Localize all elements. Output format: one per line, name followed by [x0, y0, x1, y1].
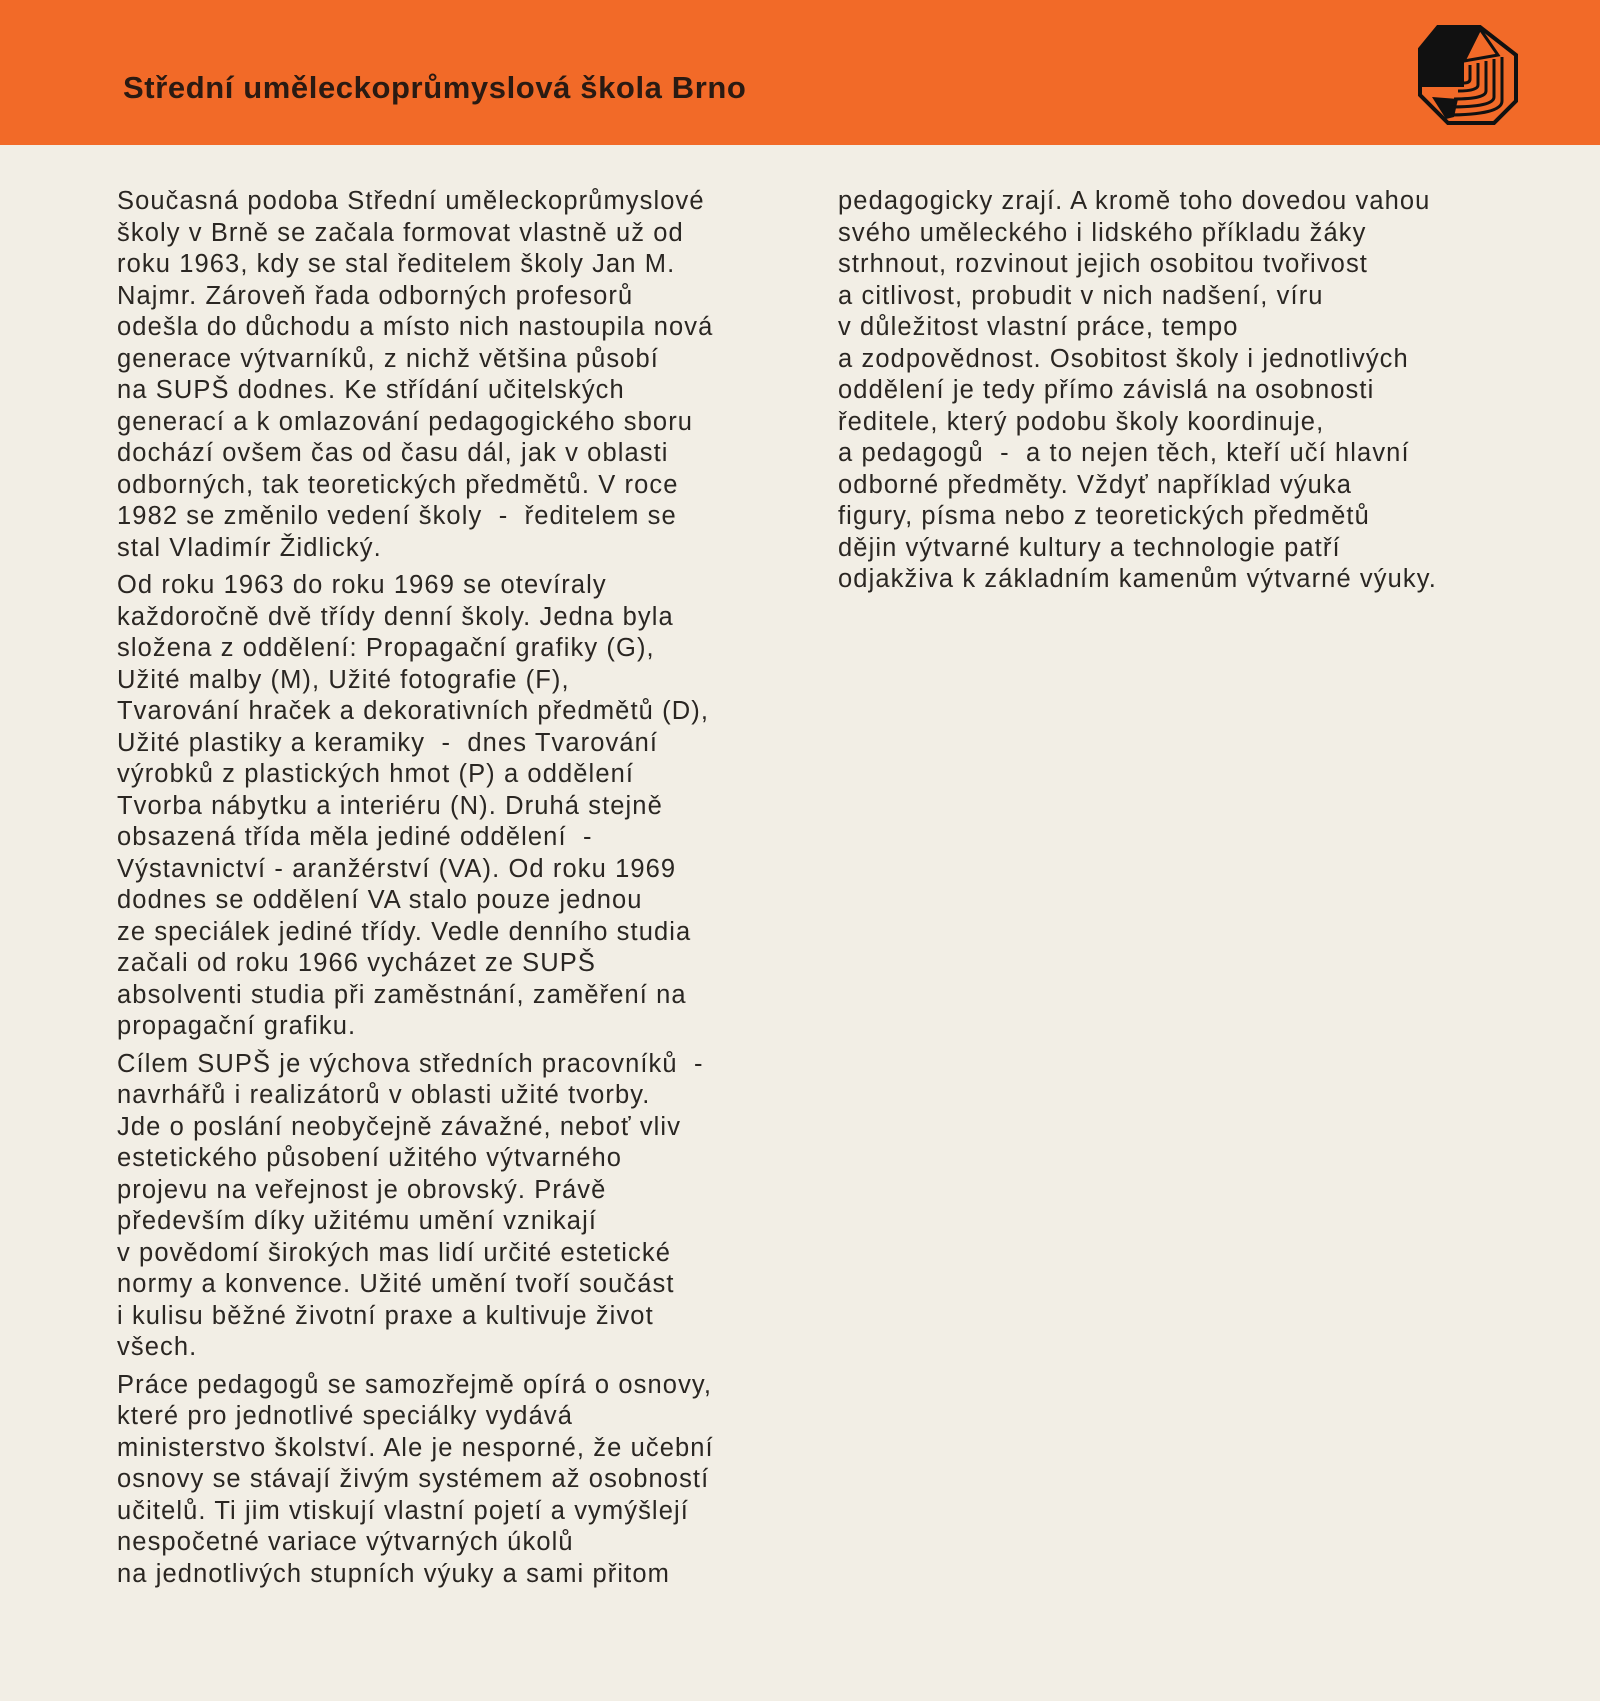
text-line: generací a k omlazování pedagogického sboru: [117, 407, 694, 436]
header-bar: [0, 0, 1600, 145]
text-line: pedagogicky zrají. A kromě toho dovedou vahou: [838, 187, 1431, 215]
text-line: učitelů. Ti jim vtiskují vlastní pojetí a vymýšlejí: [117, 1496, 689, 1525]
text-line: odešla do důchodu a místo nich nastoupila nová: [117, 313, 714, 341]
text-line: a zodpovědnost. Osobitost školy i jednotlivých: [838, 344, 1409, 373]
text-line: Tvarování hraček a dekorativních předmětů (D),: [117, 697, 710, 725]
text-line: estetického působení užitého výtvarného: [117, 1144, 623, 1172]
text-line: odborné předměty. Vždyť například výuka: [838, 470, 1353, 499]
text-line: strhnout, rozvinout jejich osobitou tvořivost: [838, 250, 1368, 278]
text-line: Od roku 1963 do roku 1969 se otevíraly: [117, 571, 607, 599]
paragraph: [117, 1370, 837, 1591]
text-line: Práce pedagogů se samozřejmě opírá o osnovy,: [117, 1370, 713, 1399]
text-line: dodnes se oddělení VA stalo pouze jednou: [117, 886, 643, 914]
text-line: projevu na veřejnost je obrovský. Právě: [117, 1175, 607, 1204]
text-line: absolventi studia při zaměstnání, zaměření na: [117, 980, 687, 1009]
text-line: všech.: [117, 1333, 198, 1361]
paragraph: [838, 186, 1558, 596]
text-line: Současná podoba Střední uměleckoprůmyslové: [117, 187, 705, 215]
text-line: v důležitost vlastní práce, tempo: [838, 313, 1239, 341]
text-line: ze speciálek jediné třídy. Vedle denního studia: [117, 917, 692, 946]
paragraph: [117, 1049, 837, 1364]
text-line: svého uměleckého i lidského příkladu žáky: [838, 218, 1367, 247]
text-line: dochází ovšem čas od času dál, jak v oblasti: [117, 439, 669, 467]
text-line: odborných, tak teoretických předmětů. V roce: [117, 470, 679, 499]
text-line: Cílem SUPŠ je výchova středních pracovníků -: [117, 1049, 704, 1078]
text-line: ministerstvo školství. Ale je nesporné, že učební: [117, 1433, 714, 1462]
text-line: a citlivost, probudit v nich nadšení, víru: [838, 281, 1324, 310]
text-line: oddělení je tedy přímo závislá na osobnosti: [838, 376, 1375, 404]
pencil-logo-icon: [1418, 25, 1518, 125]
text-line: složena z oddělení: Propagační grafiky (G),: [117, 634, 655, 662]
text-line: propagační grafiku.: [117, 1012, 357, 1040]
text-line: ředitele, který podobu školy koordinuje,: [838, 407, 1325, 436]
text-line: normy a konvence. Užité umění tvoří součást: [117, 1270, 675, 1298]
text-line: roku 1963, kdy se stal ředitelem školy Jan M.: [117, 250, 676, 278]
text-line: osnovy se stávají živým systémem až osobností: [117, 1465, 710, 1493]
text-line: navrhářů i realizátorů v oblasti užité tvorby.: [117, 1081, 651, 1109]
text-line: generace výtvarníků, z nichž většina působí: [117, 344, 659, 373]
text-line: Tvorba nábytku a interiéru (N). Druhá stejně: [117, 791, 663, 820]
text-line: Užité malby (M), Užité fotografie (F),: [117, 665, 570, 694]
text-line: odjakživa k základním kamenům výtvarné výuky.: [838, 565, 1437, 593]
text-line: na SUPŠ dodnes. Ke střídání učitelských: [117, 376, 625, 404]
text-line: 1982 se změnilo vedení školy - ředitelem se: [117, 502, 677, 530]
text-line: školy v Brně se začala formovat vlastně už od: [117, 218, 684, 247]
text-line: každoročně dvě třídy denní školy. Jedna byla: [117, 602, 674, 631]
text-line: obsazená třída měla jediné oddělení -: [117, 823, 593, 851]
text-column-right: [838, 186, 1558, 602]
text-line: na jednotlivých stupních výuky a sami přitom: [117, 1559, 670, 1588]
paragraph: [117, 186, 837, 564]
text-line: stal Vladimír Židlický.: [117, 533, 382, 562]
text-line: které pro jednotlivé speciálky vydává: [117, 1402, 573, 1430]
text-line: výrobků z plastických hmot (P) a oddělení: [117, 760, 635, 788]
text-line: figury, písma nebo z teoretických předmětů: [838, 502, 1370, 530]
text-column-left: [117, 186, 837, 1596]
text-line: Najmr. Zároveň řada odborných profesorů: [117, 281, 634, 310]
text-line: dějin výtvarné kultury a technologie patří: [838, 533, 1341, 562]
text-line: především díky užitému umění vznikají: [117, 1207, 598, 1235]
text-line: i kulisu běžné životní praxe a kultivuje život: [117, 1301, 654, 1330]
text-line: začali od roku 1966 vycházet ze SUPŠ: [117, 949, 597, 977]
paragraph: [117, 570, 837, 1043]
text-line: a pedagogů - a to nejen těch, kteří učí hlavní: [838, 439, 1410, 467]
text-line: Jde o poslání neobyčejně závažné, neboť vliv: [117, 1112, 682, 1141]
text-line: nespočetné variace výtvarných úkolů: [117, 1528, 574, 1556]
page-title: Střední uměleckoprůmyslová škola Brno: [123, 70, 747, 105]
text-line: Užité plastiky a keramiky - dnes Tvarování: [117, 728, 659, 757]
text-line: v povědomí širokých mas lidí určité estetické: [117, 1238, 672, 1267]
text-line: Výstavnictví - aranžérství (VA). Od roku 1969: [117, 854, 677, 883]
